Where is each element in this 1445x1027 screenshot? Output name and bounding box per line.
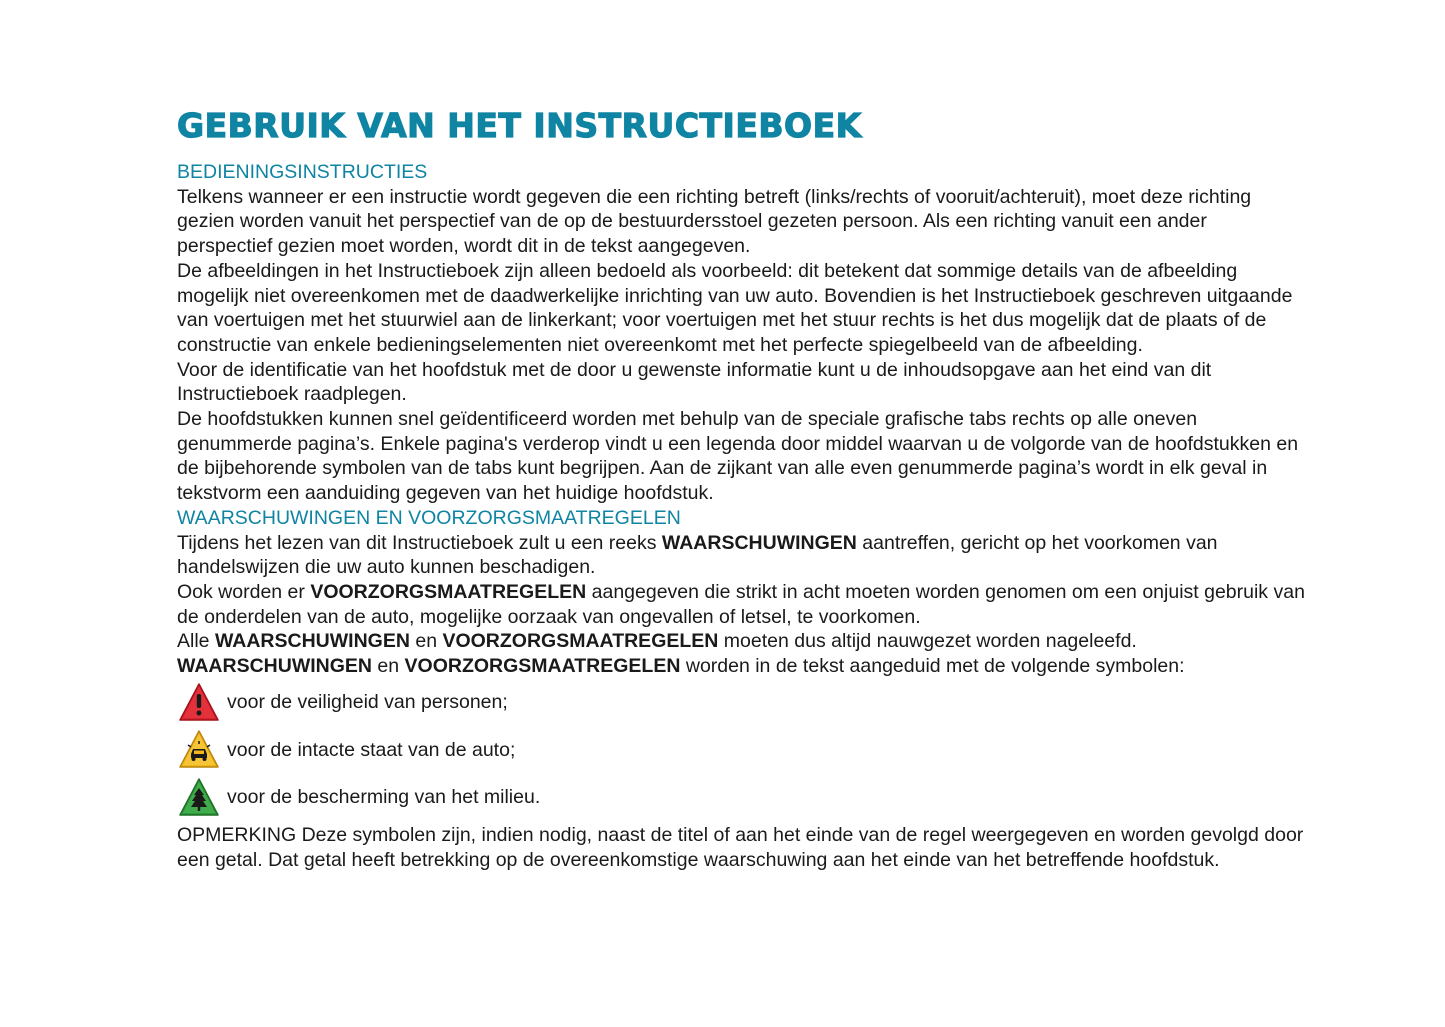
environment-warning-icon bbox=[177, 776, 221, 820]
symbol-label-persons: voor de veiligheid van personen; bbox=[227, 691, 508, 714]
note-paragraph: OPMERKING Deze symbolen zijn, indien nodig, naast de titel of aan het einde van de regel weergegeven en worden gevolgd door een getal. Dat getal heeft betrekking op de overeenkomstige waarschuwing aan het einde van het betreffende hoofdstuk. bbox=[177, 824, 1304, 871]
page-title: GEBRUIK VAN HET INSTRUCTIEBOEK bbox=[177, 106, 862, 145]
paragraph-8: WAARSCHUWINGEN en VOORZORGSMAATREGELEN worden in de tekst aangeduid met de volgende symbolen: bbox=[177, 655, 1185, 678]
symbol-row-car bbox=[177, 726, 1307, 774]
car-damage-warning-icon bbox=[177, 728, 221, 772]
paragraph-3: Voor de identificatie van het hoofdstuk met de door u gewenste informatie kunt u de inhoudsopgave aan het eind van dit Instructieboek raadplegen. bbox=[177, 358, 1212, 406]
symbol-row-environment bbox=[177, 774, 1307, 822]
manual-page bbox=[177, 104, 1307, 873]
section-heading-waarschuwingen: WAARSCHUWINGEN EN VOORZORGSMAATREGELEN bbox=[177, 506, 681, 529]
paragraph-4: De hoofdstukken kunnen snel geïdentificeerd worden met behulp van de speciale grafische tabs rechts op alle oneven genummerde pagina’s. Enkele pagina's verderop vindt u een legenda door middel waarvan u de volgorde van de hoofdstukken en de bijbehorende symbolen van de tabs kunt begrijpen. Aan de zijkant van alle even genummerde pagina’s wordt in elk geval in tekstvorm een aanduiding gegeven van het huidige hoofdstuk. bbox=[177, 408, 1299, 505]
paragraph-5: Tijdens het lezen van dit Instructieboek zult u een reeks WAARSCHUWINGEN aantreffen, gericht op het voorkomen van handelswijzen die uw auto kunnen beschadigen. bbox=[177, 531, 1218, 579]
paragraph-2: De afbeeldingen in het Instructieboek zijn alleen bedoeld als voorbeeld: dit betekent dat sommige details van de afbeelding mogelijk niet overeenkomen met de daadwerkelijke inrichting van uw auto. Bovendien is het Instructieboek geschreven uitgaande van voertuigen met het stuurwiel aan de linkerkant; voor voertuigen met het stuur rechts is het dus mogelijk dat de plaats of de constructie van enkele bedieningselementen niet overeenkomt met het perfecte spiegelbeeld van de afbeelding. bbox=[177, 259, 1293, 356]
symbol-label-environment: voor de bescherming van het milieu. bbox=[227, 786, 541, 809]
symbol-row-persons bbox=[177, 679, 1307, 727]
person-safety-warning-icon bbox=[177, 681, 221, 725]
section-heading-bedieningsinstructies: BEDIENINGSINSTRUCTIES bbox=[177, 161, 428, 183]
symbol-label-car: voor de intacte staat van de auto; bbox=[227, 738, 516, 761]
paragraph-7: Alle WAARSCHUWINGEN en VOORZORGSMAATREGELEN moeten dus altijd nauwgezet worden nageleefd. bbox=[177, 630, 1137, 653]
paragraph-6: Ook worden er VOORZORGSMAATREGELEN aangegeven die strikt in acht moeten worden genomen om een onjuist gebruik van de onderdelen van de auto, mogelijke oorzaak van ongevallen of letsel, te voorkomen. bbox=[177, 580, 1305, 628]
paragraph-1: Telkens wanneer er een instructie wordt gegeven die een richting betreft (links/rechts of vooruit/achteruit), moet deze richting gezien worden vanuit het perspectief van de op de bestuurdersstoel gezeten persoon. Als een richting vanuit een ander perspectief gezien moet worden, wordt dit in de tekst aangegeven. bbox=[177, 185, 1252, 258]
